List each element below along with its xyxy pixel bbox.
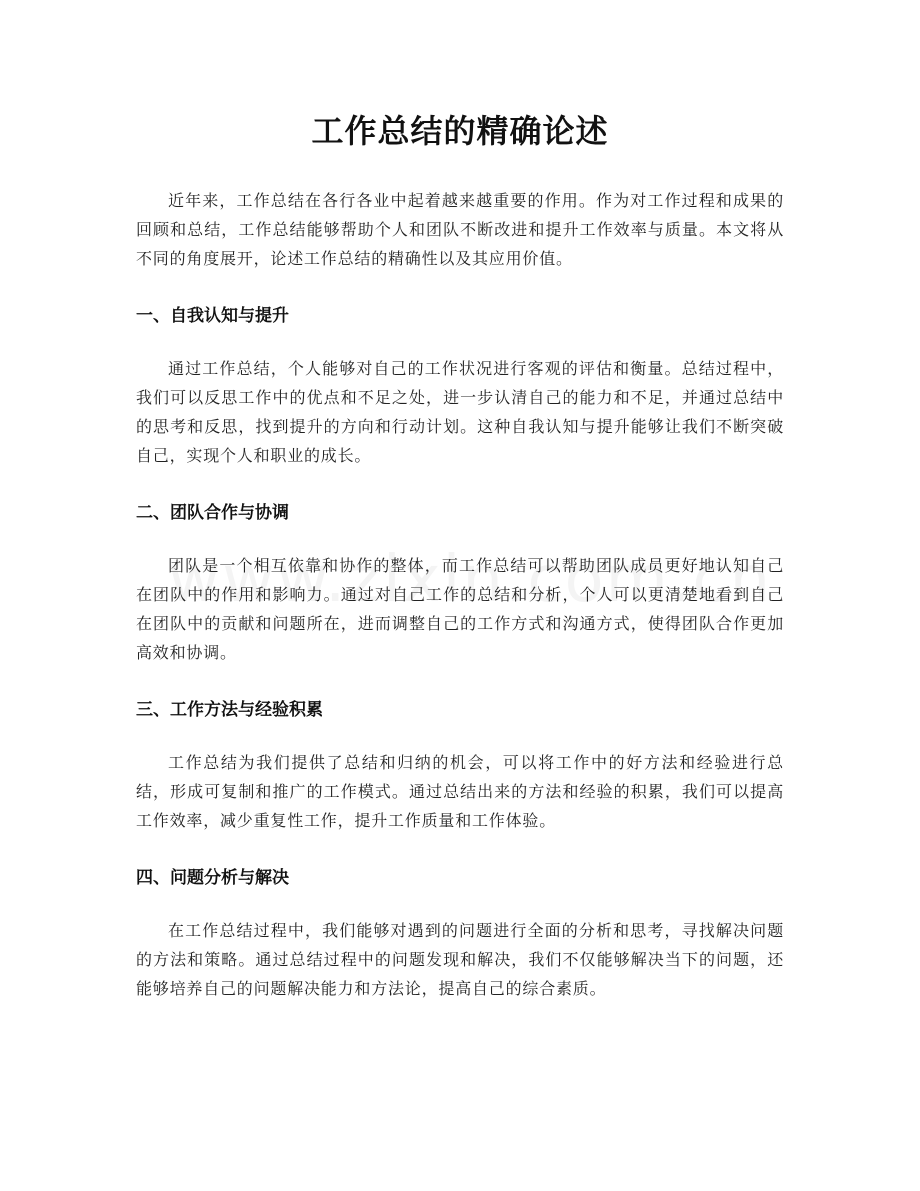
document-body (136, 186, 784, 1003)
section-body-1: 通过工作总结，个人能够对自己的工作状况进行客观的评估和衡量。总结过程中，我们可以反思工作中的优点和不足之处，进一步认清自己的能力和不足，并通过总结中的思考和反思，找到提升的方向和行动计划。这种自我认知与提升能够让我们不断突破自己，实现个人和职业的成长。 (136, 359, 784, 465)
section-heading-1: 一、自我认知与提升 (136, 306, 289, 326)
intro-paragraph: 近年来，工作总结在各行各业中起着越来越重要的作用。作为对工作过程和成果的回顾和总结，工作总结能够帮助个人和团队不断改进和提升工作效率与质量。本文将从不同的角度展开，论述工作总结的精确性以及其应用价值。 (136, 191, 784, 268)
section-heading-4: 四、问题分析与解决 (136, 868, 289, 888)
section-heading-2: 二、团队合作与协调 (136, 503, 289, 523)
section-body-2: 团队是一个相互依靠和协作的整体，而工作总结可以帮助团队成员更好地认知自己在团队中的作用和影响力。通过对自己工作的总结和分析，个人可以更清楚地看到自己在团队中的贡献和问题所在，进而调整自己的工作方式和沟通方式，使得团队合作更加高效和协调。 (136, 556, 784, 662)
section-body-3: 工作总结为我们提供了总结和归纳的机会，可以将工作中的好方法和经验进行总结，形成可复制和推广的工作模式。通过总结出来的方法和经验的积累，我们可以提高工作效率，减少重复性工作，提升工作质量和工作体验。 (136, 753, 784, 830)
section-heading-3: 三、工作方法与经验积累 (136, 700, 323, 720)
page-title: 工作总结的精确论述 (311, 112, 609, 150)
section-body-4: 在工作总结过程中，我们能够对遇到的问题进行全面的分析和思考，寻找解决问题的方法和策略。通过总结过程中的问题发现和解决，我们不仅能够解决当下的问题，还能够培养自己的问题解决能力和方法论，提高自己的综合素质。 (136, 921, 784, 998)
